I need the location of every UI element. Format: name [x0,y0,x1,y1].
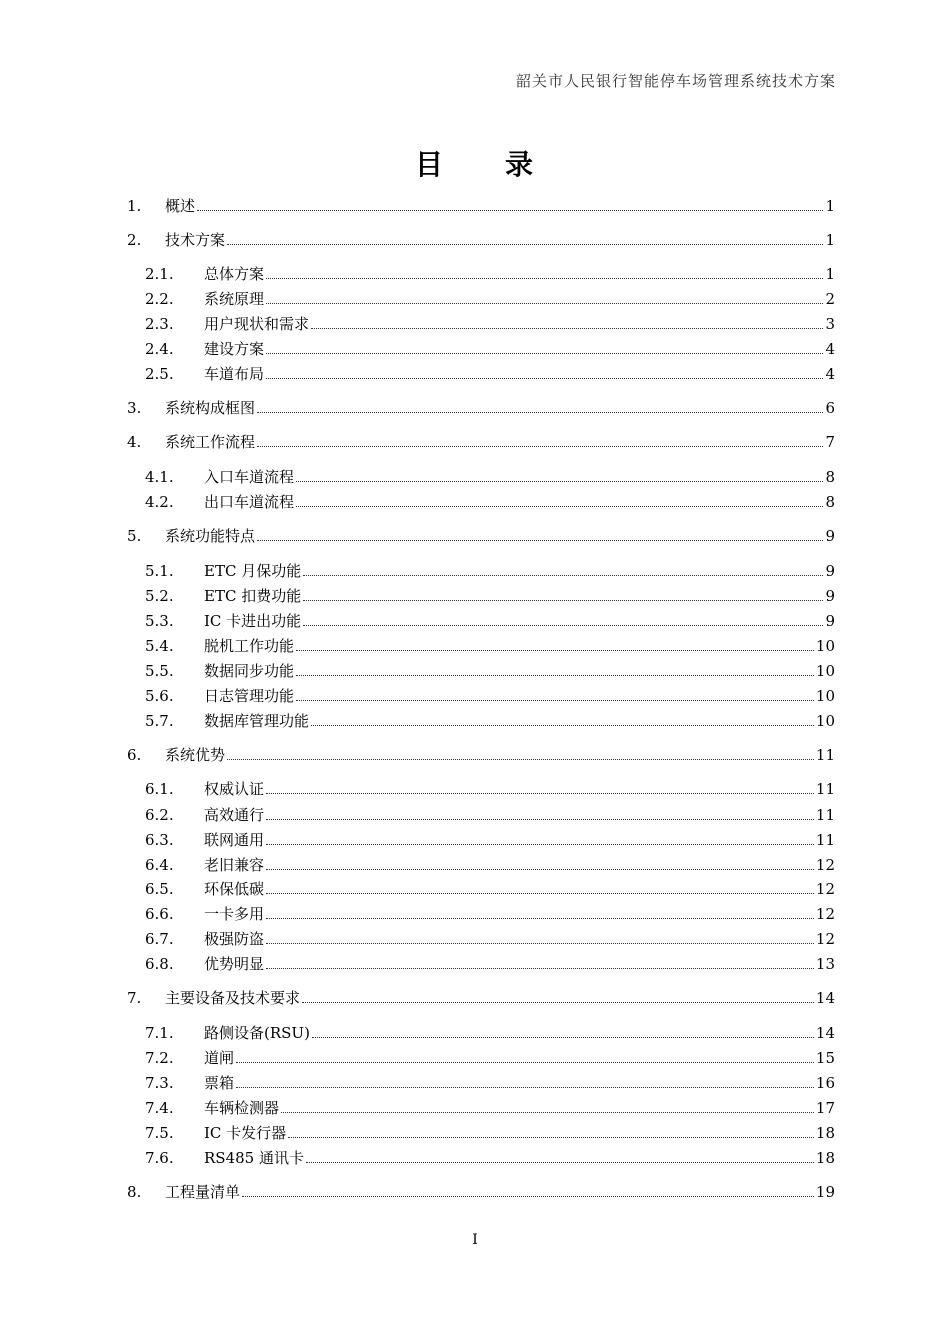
toc-entry[interactable] [145,365,835,383]
toc-leader-dots [266,942,814,944]
toc-entry-page: 3 [825,315,835,333]
toc-entry[interactable] [145,780,835,798]
toc-entry[interactable] [145,831,835,849]
toc-entry-number: 5.2. [145,587,174,605]
toc-entry-label: 日志管理功能 [204,687,295,705]
toc-entry-number: 7.4. [145,1099,174,1117]
toc-entry[interactable] [145,493,835,511]
toc-leader-dots [227,758,814,760]
toc-entry-page: 9 [825,587,835,605]
toc-leader-dots [266,792,814,794]
toc-leader-dots [281,1111,814,1113]
toc-entry-page: 12 [815,856,835,874]
toc-leader-dots [303,599,823,601]
toc-leader-dots [266,868,814,870]
toc-entry-label: 票箱 [204,1074,235,1092]
toc-entry-label: IC 卡进出功能 [204,612,302,630]
toc-entry-number: 7.3. [145,1074,174,1092]
toc-leader-dots [257,411,823,413]
toc-entry-page: 16 [815,1074,835,1092]
toc-entry-page: 13 [815,955,835,973]
title-char-left: 目 [414,148,445,181]
toc-entry-page: 18 [815,1149,835,1167]
toc-entry[interactable] [145,637,835,655]
toc-leader-dots [296,505,823,507]
toc-entry-number: 6.6. [145,905,174,923]
toc-entry[interactable] [127,527,835,545]
toc-entry-page: 8 [825,493,835,511]
toc-leader-dots [266,892,814,894]
toc-entry[interactable] [127,197,835,215]
toc-entry[interactable] [145,1149,835,1167]
toc-entry-number: 2.4. [145,340,174,358]
toc-leader-dots [257,445,823,447]
toc-entry-number: 3. [127,399,142,417]
toc-entry-number: 6.5. [145,880,174,898]
toc-leader-dots [266,843,814,845]
toc-entry-label: ETC 扣费功能 [204,587,302,605]
toc-entry[interactable] [127,399,835,417]
toc-entry-label: 环保低碳 [204,880,265,898]
toc-entry[interactable] [127,433,835,451]
toc-entry[interactable] [145,1099,835,1117]
toc-entry-label: 系统工作流程 [165,433,256,451]
toc-entry-label: 脱机工作功能 [204,637,295,655]
toc-entry-page: 12 [815,880,835,898]
toc-entry-page: 9 [825,527,835,545]
toc-entry[interactable] [145,1124,835,1142]
toc-entry-page: 12 [815,905,835,923]
toc-leader-dots [302,1001,814,1003]
toc-entry-number: 2.3. [145,315,174,333]
toc-entry-label: 路侧设备(RSU) [204,1024,310,1042]
toc-entry-page: 14 [815,1024,835,1042]
toc-entry[interactable] [145,955,835,973]
toc-entry-number: 6.2. [145,806,174,824]
page-number: I [472,1232,478,1248]
toc-entry[interactable] [145,290,835,308]
toc-entry-number: 6.1. [145,780,174,798]
toc-entry-label: 老旧兼容 [204,856,265,874]
toc-entry-number: 4.1. [145,468,174,486]
toc-entry-number: 6. [127,746,142,764]
toc-entry-page: 6 [825,399,835,417]
toc-entry-label: 系统原理 [204,290,265,308]
toc-leader-dots [266,967,814,969]
toc-entry[interactable] [145,880,835,898]
toc-entry-page: 8 [825,468,835,486]
toc-leader-dots [306,1161,814,1163]
toc-leader-dots [266,917,814,919]
toc-entry-number: 6.4. [145,856,174,874]
toc-entry[interactable] [145,562,835,580]
toc-leader-dots [242,1195,814,1197]
toc-entry[interactable] [145,1024,835,1042]
toc-entry-number: 2. [127,231,142,249]
toc-entry-label: 数据库管理功能 [204,712,310,730]
toc-entry-number: 2.5. [145,365,174,383]
toc-entry-page: 9 [825,612,835,630]
toc-entry-page: 1 [825,231,835,249]
toc-leader-dots [288,1136,814,1138]
toc-entry-page: 2 [825,290,835,308]
toc-entry-number: 4. [127,433,142,451]
toc-entry-number: 7. [127,989,142,1007]
toc-leader-dots [296,699,814,701]
toc-entry-number: 8. [127,1183,142,1201]
toc-entry-page: 10 [815,687,835,705]
toc-entry-page: 17 [815,1099,835,1117]
toc-entry-page: 4 [825,365,835,383]
toc-entry-number: 6.7. [145,930,174,948]
toc-entry-label: 系统功能特点 [165,527,256,545]
toc-entry-page: 10 [815,712,835,730]
toc-entry-page: 10 [815,637,835,655]
toc-leader-dots [266,818,814,820]
toc-leader-dots [227,243,823,245]
toc-entry-page: 1 [825,197,835,215]
toc-entry-number: 5.4. [145,637,174,655]
toc-entry-label: 系统构成框图 [165,399,256,417]
toc-entry-page: 14 [815,989,835,1007]
toc-entry-number: 2.1. [145,265,174,283]
toc-entry[interactable] [145,587,835,605]
toc-entry-number: 7.2. [145,1049,174,1067]
toc-entry-label: 出口车道流程 [204,493,295,511]
toc-leader-dots [312,1036,814,1038]
toc-entry-page: 11 [815,746,835,764]
toc-entry[interactable] [127,989,835,1007]
toc-entry-number: 7.1. [145,1024,174,1042]
toc-entry-label: 数据同步功能 [204,662,295,680]
toc-entry-label: 主要设备及技术要求 [165,989,301,1007]
toc-entry-page: 10 [815,662,835,680]
toc-entry-page: 9 [825,562,835,580]
toc-leader-dots [266,277,823,279]
toc-entry-number: 6.3. [145,831,174,849]
toc-entry-page: 4 [825,340,835,358]
toc-entry-label: ETC 月保功能 [204,562,302,580]
toc-entry-number: 5.5. [145,662,174,680]
toc-entry[interactable] [145,1049,835,1067]
toc-entry-number: 5.6. [145,687,174,705]
toc-entry-label: 权威认证 [204,780,265,798]
toc-leader-dots [266,302,823,304]
toc-entry-page: 18 [815,1124,835,1142]
toc-entry[interactable] [127,231,835,249]
toc-entry[interactable] [145,712,835,730]
toc-entry-number: 7.5. [145,1124,174,1142]
toc-leader-dots [296,649,814,651]
toc-entry-label: 道闸 [204,1049,235,1067]
toc-entry-page: 11 [815,806,835,824]
toc-entry-label: 车辆检测器 [204,1099,280,1117]
toc-entry-label: 技术方案 [165,231,226,249]
toc-entry[interactable] [145,468,835,486]
toc-entry-label: 用户现状和需求 [204,315,310,333]
toc-entry-page: 12 [815,930,835,948]
toc-entry[interactable] [127,746,835,764]
toc-entry-page: 11 [815,831,835,849]
toc-entry-label: 高效通行 [204,806,265,824]
toc-entry-number: 6.8. [145,955,174,973]
toc-entry-page: 15 [815,1049,835,1067]
toc-entry-page: 7 [825,433,835,451]
toc-entry-label: 总体方案 [204,265,265,283]
toc-entry[interactable] [145,662,835,680]
toc-leader-dots [303,624,823,626]
toc-entry[interactable] [145,265,835,283]
toc-leader-dots [197,209,823,211]
toc-entry[interactable] [145,930,835,948]
toc-entry-number: 5.3. [145,612,174,630]
toc-entry-label: RS485 通讯卡 [204,1149,304,1167]
toc-entry[interactable] [145,612,835,630]
toc-entry[interactable] [145,1074,835,1092]
toc-entry[interactable] [145,806,835,824]
running-header: 韶关市人民银行智能停车场管理系统技术方案 [515,72,836,90]
toc-entry-number: 5.1. [145,562,174,580]
toc-entry-number: 7.6. [145,1149,174,1167]
toc-entry-number: 2.2. [145,290,174,308]
toc-entry-label: 建设方案 [204,340,265,358]
toc-leader-dots [257,539,823,541]
toc-entry[interactable] [145,687,835,705]
toc-entry-label: 车道布局 [204,365,265,383]
toc-leader-dots [236,1086,814,1088]
toc-leader-dots [311,327,823,329]
toc-entry-number: 5.7. [145,712,174,730]
toc-entry-label: 系统优势 [165,746,226,764]
toc-leader-dots [296,480,823,482]
title-char-right: 录 [505,148,536,181]
toc-leader-dots [311,724,814,726]
toc-leader-dots [303,574,823,576]
toc-entry-label: 概述 [165,197,196,215]
toc-entry-page: 1 [825,265,835,283]
toc-entry-label: 极强防盗 [204,930,265,948]
toc-entry-page: 11 [815,780,835,798]
toc-leader-dots [296,674,814,676]
toc-entry-number: 1. [127,197,142,215]
toc-entry-label: 入口车道流程 [204,468,295,486]
toc-entry-number: 5. [127,527,142,545]
toc-entry[interactable] [145,315,835,333]
toc-entry[interactable] [145,905,835,923]
toc-leader-dots [266,377,823,379]
toc-entry-label: 一卡多用 [204,905,265,923]
toc-entry[interactable] [145,340,835,358]
toc-entry-label: 工程量清单 [165,1183,241,1201]
toc-entry-page: 19 [815,1183,835,1201]
toc-leader-dots [266,352,823,354]
toc-entry-number: 4.2. [145,493,174,511]
toc-entry-label: IC 卡发行器 [204,1124,287,1142]
toc-leader-dots [236,1061,814,1063]
toc-entry-label: 联网通用 [204,831,265,849]
toc-entry[interactable] [145,856,835,874]
toc-entry-label: 优势明显 [204,955,265,973]
toc-entry[interactable] [127,1183,835,1201]
